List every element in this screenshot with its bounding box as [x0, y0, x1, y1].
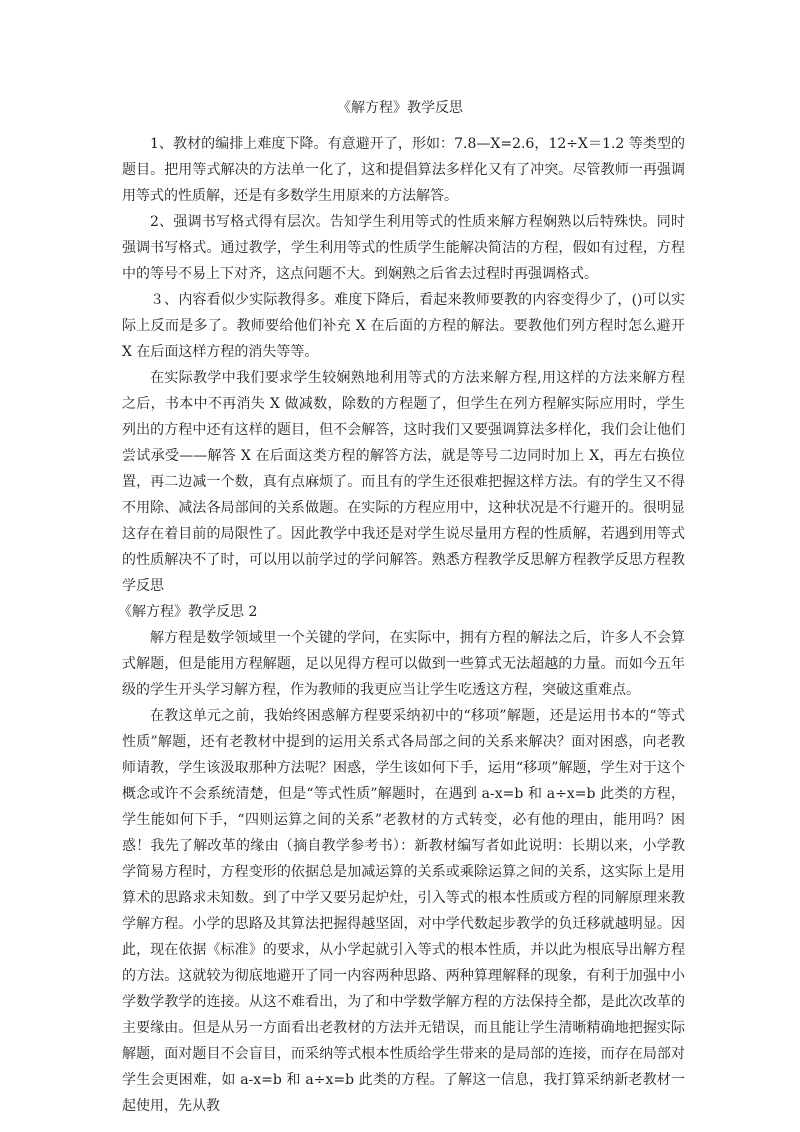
paragraph-3: ３、内容看似少实际教得多。难度下降后，看起来教师要教的内容变得少了，()可以实际上反而是多了。教师要给他们补充 X 在后面的方程的解法。要教他们列方程时怎么避开 X 在后面这样方程的消失等等。 [122, 292, 685, 360]
paragraph-4: 在实际教学中我们要求学生较娴熟地利用等式的方法来解方程,用这样的方法来解方程之后，书本中不再消失 X 做减数，除数的方程题了，但学生在列方程解实际应用时，学生列出的方程中还有这样的题目，但不会解答，这时我们又要强调算法多样化，我们会让他们尝试承受——解答 X 在后面这类方程的解答方法，就是等号二边同时加上 X，再左右换位置，再二边减一个数，真有点麻烦了。而且有的学生还很难把握这样方法。有的学生又不得不用除、减法各局部间的关系做题。在实际的方程应用中，这种状况是不行避开的。很明显这存在着目前的局限性了。因此教学中我还是对学生说尽量用方程的性质解，若遇到用等式的性质解决不了时，可以用以前学过的学问解答。熟悉方程教学反思解方程教学反思方程教学反思 [122, 370, 685, 594]
section-2-paragraph-2: 在教这单元之前，我始终困惑解方程要采纳初中的“移项”解题，还是运用书本的“等式性质”解题，还有老教材中提到的运用关系式各局部之间的关系来解决？面对困惑，向老教师请教，学生该汲取那种方法呢？困惑，学生该如何下手，运用“移项”解题，学生对于这个概念或许不会系统清楚，但是“等式性质”解题时，在遇到 a-x=b 和 a÷x=b 此类的方程，学生能如何下手，“四则运算之间的关系”老教材的方式转变，必有他的理由，能用吗？困惑！我先了解改革的缘由（摘自教学参考书）：新教材编写者如此说明：长期以来，小学教学简易方程时，方程变形的依据总是加减运算的关系或乘除运算之间的关系，这实际上是用算术的思路求未知数。到了中学又要另起炉灶，引入等式的根本性质或方程的同解原理来教学解方程。小学的思路及其算法把握得越坚固，对中学代数起步教学的负迁移就越明显。因此，现在依据《标准》的要求，从小学起就引入等式的根本性质，并以此为根底导出解方程的方法。这就较为彻底地避开了同一内容两种思路、两种算理解释的现象，有利于加强中小学数学教学的连接。从这不难看出，为了和中学数学解方程的方法保持全都，是此次改革的主要缘由。但是从另一方面看出老教材的方法并无错误，而且能让学生清晰精确地把握实际解题，面对题目不会盲目，而采纳等式根本性质给学生带来的是局部的连接，而存在局部对学生会更困难，如 a-x=b 和 a÷x=b 此类的方程。了解这一信息，我打算采纳新老教材一起使用，先从教 [122, 708, 685, 1114]
section-2-title: 《解方程》教学反思 2 [118, 604, 258, 620]
document-title: 《解方程》教学反思 [337, 100, 463, 116]
document-body [118, 131, 685, 1119]
section-2-paragraph-1: 解方程是数学领域里一个关键的学问，在实际中，拥有方程的解法之后，许多人不会算式解题，但是能用方程解题，足以见得方程可以做到一些算式无法超越的力量。而如今五年级的学生开头学习解方程，作为教师的我更应当让学生吃透这方程，突破这重难点。 [122, 630, 685, 698]
paragraph-1: 1、教材的编排上难度下降。有意避开了，形如：7.8—X=2.6，12÷X＝1.2 等类型的题目。把用等式解决的方法单一化了，这和提倡算法多样化又有了冲突。尽管教师一再强调用等式的性质解，还是有多数学生用原来的方法解答。 [122, 136, 685, 204]
paragraph-2: 2、强调书写格式得有层次。告知学生利用等式的性质来解方程娴熟以后特殊快。同时强调书写格式。通过教学，学生利用等式的性质学生能解决简洁的方程，假如有过程，方程中的等号不易上下对齐，这点问题不大。到娴熟之后省去过程时再强调格式。 [122, 214, 685, 282]
